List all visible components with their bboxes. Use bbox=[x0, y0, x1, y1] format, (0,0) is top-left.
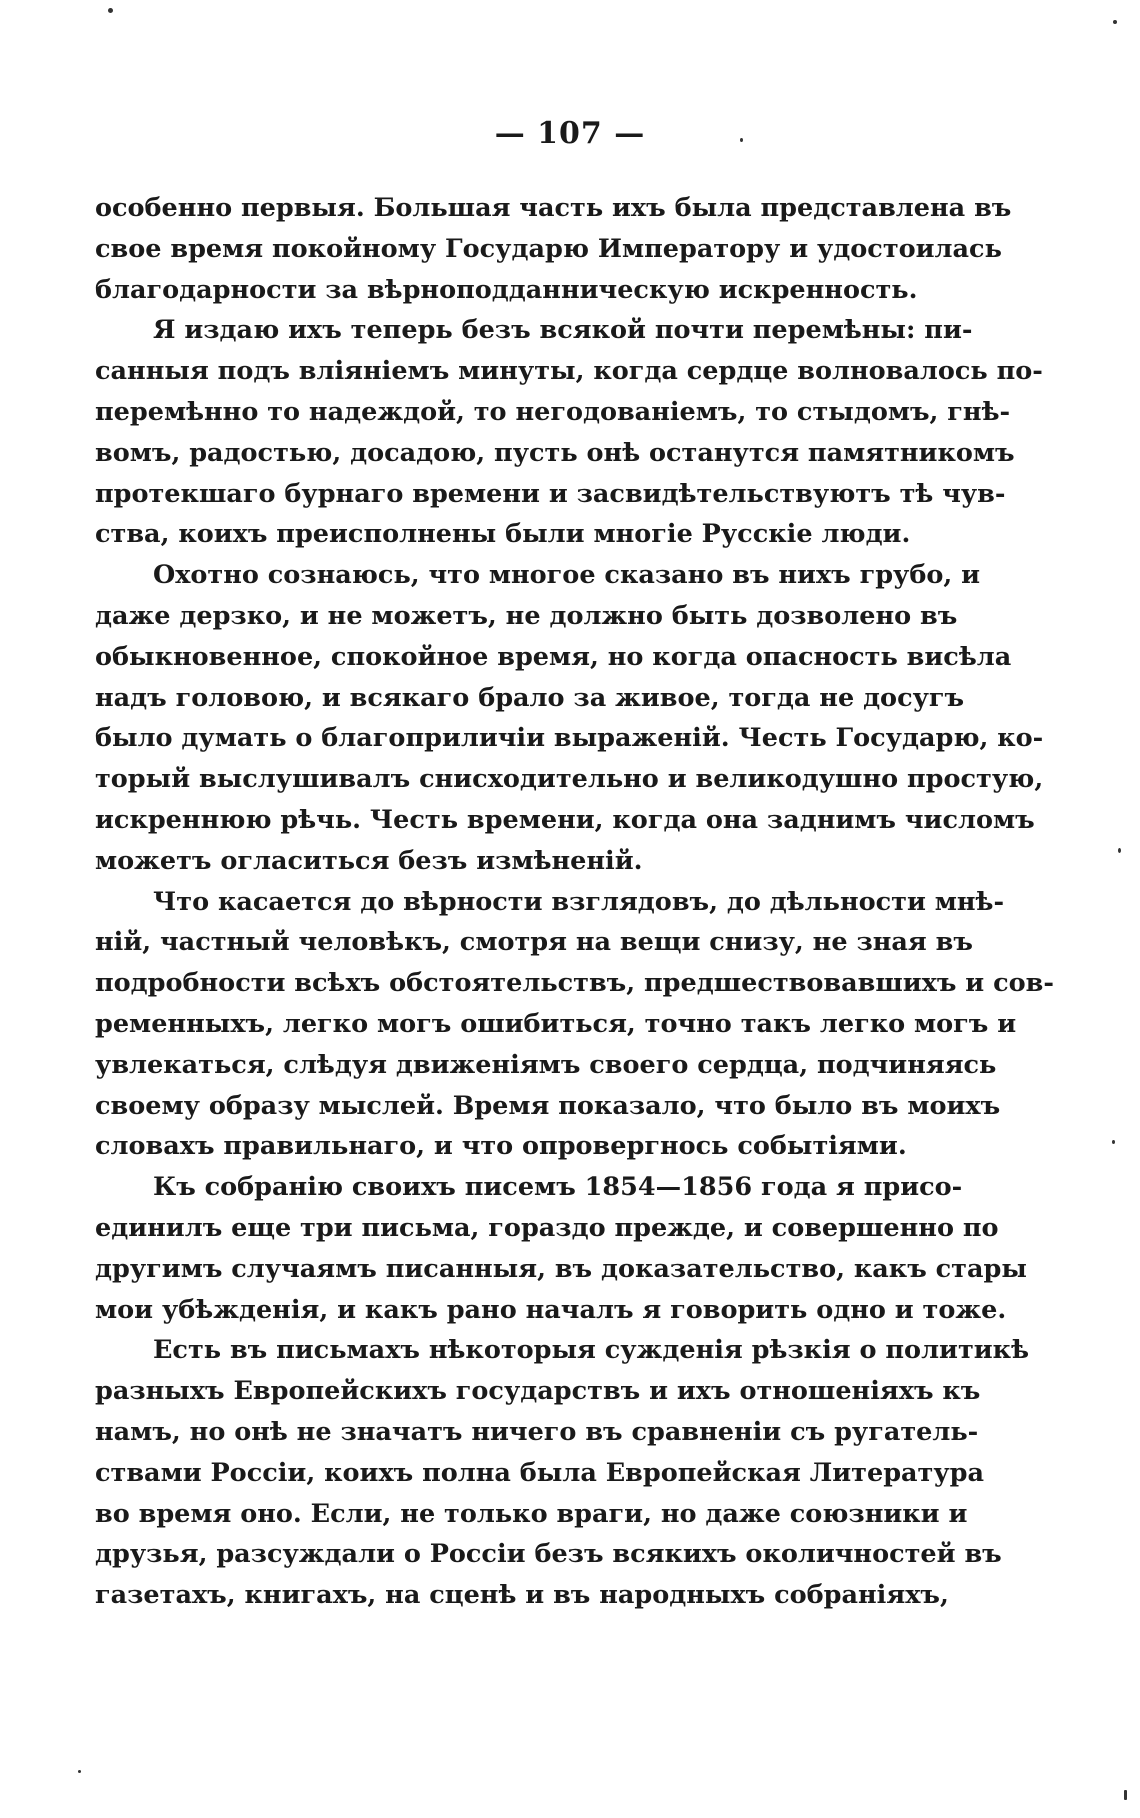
text-line: увлекаться, слѣдуя движеніямъ своего сердца, подчиняясь bbox=[95, 1049, 997, 1080]
scan-speck bbox=[1124, 1790, 1127, 1800]
paragraph bbox=[95, 1330, 1030, 1616]
text-line: Я издаю ихъ теперь безъ всякой почти перемѣны: пи- bbox=[153, 315, 973, 346]
text-line: обыкновенное, спокойное время, но когда опасность висѣла bbox=[95, 641, 1012, 672]
text-line: своему образу мыслей. Время показало, что было въ моихъ bbox=[95, 1090, 1001, 1121]
scan-speck bbox=[1113, 20, 1117, 24]
scan-speck bbox=[108, 8, 113, 13]
text-line: ства, коихъ преисполнены были многіе Русскіе люди. bbox=[95, 519, 911, 550]
text-line: Есть въ письмахъ нѣкоторыя сужденія рѣзкія о политикѣ bbox=[153, 1335, 1030, 1366]
paragraph bbox=[95, 555, 1044, 881]
text-line: подробности всѣхъ обстоятельствъ, предшествовавшихъ и сов- bbox=[95, 968, 1054, 999]
text-line: ременныхъ, легко могъ ошибиться, точно такъ легко могъ и bbox=[95, 1008, 1017, 1039]
text-line: мои убѣжденія, и какъ рано началъ я говорить одно и тоже. bbox=[95, 1294, 1007, 1325]
text-line: можетъ огласиться безъ измѣненій. bbox=[95, 845, 643, 876]
text-line: намъ, но онѣ не значатъ ничего въ сравненіи съ ругатель- bbox=[95, 1416, 979, 1447]
text-line: ствами Россіи, коихъ полна была Европейская Литература bbox=[95, 1457, 985, 1488]
text-line: искреннюю рѣчь. Честь времени, когда она заднимъ числомъ bbox=[95, 804, 1035, 835]
text-line: свое время покойному Государю Императору и удостоилась bbox=[95, 233, 1002, 264]
text-line: другимъ случаямъ писанныя, въ доказательство, какъ стары bbox=[95, 1253, 1027, 1284]
text-line: единилъ еще три письма, гораздо прежде, и совершенно по bbox=[95, 1212, 999, 1243]
text-line: торый выслушивалъ снисходительно и великодушно простую, bbox=[95, 764, 1044, 795]
text-line: даже дерзко, и не можетъ, не должно быть дозволено въ bbox=[95, 600, 958, 631]
text-line: надъ головою, и всякаго брало за живое, тогда не досугъ bbox=[95, 682, 965, 713]
body-text bbox=[95, 188, 1054, 1616]
text-line: словахъ правильнаго, и что опровергнось событіями. bbox=[95, 1131, 907, 1162]
scan-speck bbox=[1112, 1140, 1115, 1144]
text-line: друзья, разсуждали о Россіи безъ всякихъ околичностей въ bbox=[95, 1539, 1002, 1570]
text-line: благодарности за вѣрноподданническую искренность. bbox=[95, 274, 918, 305]
text-line: во время оно. Если, не только враги, но даже союзники и bbox=[95, 1498, 968, 1529]
scan-speck bbox=[1118, 848, 1121, 853]
text-line: разныхъ Европейскихъ государствъ и ихъ отношеніяхъ къ bbox=[95, 1376, 981, 1407]
paragraph bbox=[95, 882, 1054, 1168]
text-line: особенно первыя. Большая часть ихъ была представлена въ bbox=[95, 193, 1012, 223]
scan-speck bbox=[78, 1770, 81, 1773]
text-line: Къ собранію своихъ писемъ 1854—1856 года я присо- bbox=[153, 1172, 963, 1203]
text-line: протекшаго бурнаго времени и засвидѣтельствуютъ тѣ чув- bbox=[95, 478, 1006, 509]
page-number: — 107 — bbox=[494, 116, 646, 151]
text-line: ній, частный человѣкъ, смотря на вещи снизу, не зная въ bbox=[95, 927, 973, 958]
text-line: санныя подъ вліяніемъ минуты, когда сердце волновалось по- bbox=[95, 356, 1043, 387]
text-line: было думать о благоприличіи выраженій. Честь Государю, ко- bbox=[95, 723, 1044, 754]
text-line: перемѣнно то надеждой, то негодованіемъ, то стыдомъ, гнѣ- bbox=[95, 396, 1011, 427]
paragraph bbox=[95, 1167, 1027, 1330]
text-line: Что касается до вѣрности взглядовъ, до дѣльности мнѣ- bbox=[153, 886, 1005, 917]
paragraph bbox=[95, 310, 1043, 555]
text-line: Охотно сознаюсь, что многое сказано въ нихъ грубо, и bbox=[153, 560, 981, 591]
text-line: газетахъ, книгахъ, на сценѣ и въ народныхъ собраніяхъ, bbox=[95, 1580, 949, 1611]
paragraph bbox=[95, 188, 1012, 310]
text-line: вомъ, радостью, досадою, пусть онѣ останутся памятникомъ bbox=[95, 437, 1015, 468]
